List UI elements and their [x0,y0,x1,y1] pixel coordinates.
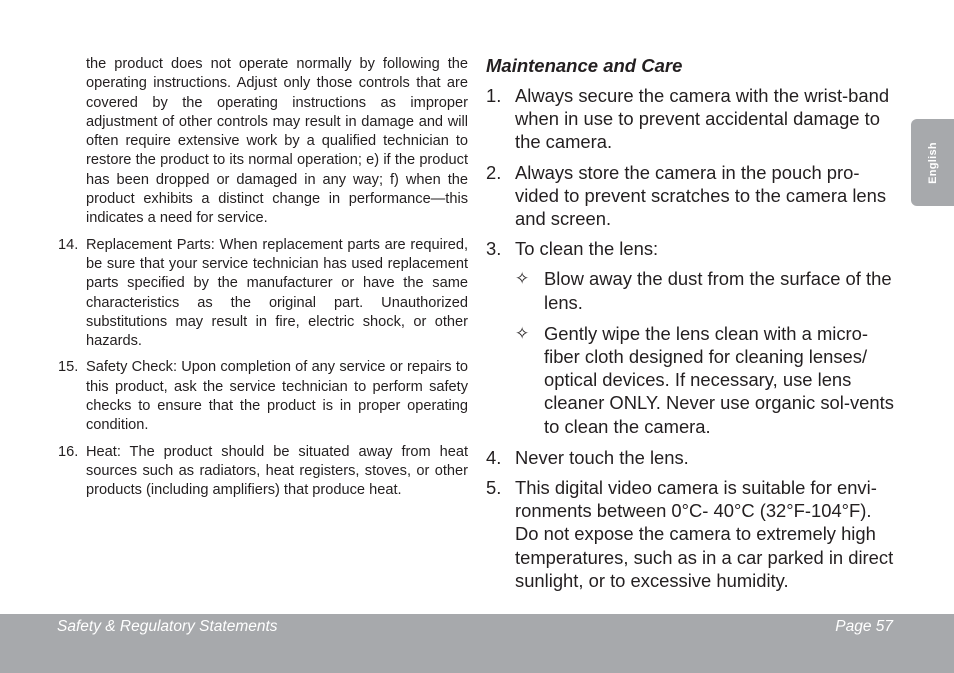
list-number: 14. [58,236,79,253]
right-column [486,54,896,599]
list-number: 15. [58,359,79,376]
list-item [486,446,896,469]
page-number: Page 57 [835,618,893,635]
language-tab [911,119,954,206]
list-item [486,84,896,154]
list-number: 1. [486,85,502,106]
continuation-paragraph: the product does not operate normally by following the operating instructions. Adjust only those controls that are covered by the operating instructions as improper adjustment of other controls may result in damage and will often require extensive work by a qualified technician to restore the product to its normal operation; e) if the product has been dropped or damaged in any way; f) when the product exhibits a distinct change in performance—this indicates a need for service. [86,56,468,227]
list-number: 3. [486,238,502,260]
sparkle-bullet-icon: ✧ [515,269,530,289]
bullet-item [515,322,896,438]
list-item [58,236,468,352]
bullet-text: Blow away the dust from the surface of the lens. [544,268,892,313]
list-number: 5. [486,477,502,499]
list-text: Always store the camera in the pouch pro-vided to prevent scratches to the camera lens and screen. [515,161,887,230]
list-text: To clean the lens: [515,238,659,260]
footer-section-title: Safety & Regulatory Statements [57,618,278,635]
bullet-item [515,267,896,313]
list-number: 16. [58,443,79,460]
list-text: Always secure the camera with the wrist-band when in use to prevent accidental damage to the camera. [515,85,890,153]
list-text: Safety Check: Upon completion of any service or repairs to this product, ask the service technician to perform safety checks to ensure that the product is in proper operating condition. [86,359,468,434]
list-item [58,358,468,435]
bullet-text: Gently wipe the lens clean with a micro-fiber cloth designed for cleaning lenses/ optical devices. If necessary, use lens cleaner ONLY. Never use organic sol-vents to clean the camera. [544,322,894,437]
list-item [486,237,896,260]
page-footer [0,614,954,673]
section-title: Maintenance and Care [486,55,683,76]
list-number: 2. [486,161,502,183]
list-item [58,443,468,501]
list-text: Heat: The product should be situated away from heat sources such as radiators, heat registers, stoves, or other products (including amplifiers) that produce heat. [86,443,468,499]
list-text: This digital video camera is suitable for envi-ronments between 0°C- 40°C (32°F-104°F). Do not expose the camera to extremely high temperatures, such as in a car parked in direct sunlight, or to excessive humidity. [515,477,894,591]
list-number: 4. [486,446,502,468]
sparkle-bullet-icon: ✧ [515,323,530,343]
list-text: Never touch the lens. [515,446,689,468]
list-text: Replacement Parts: When replacement parts are required, be sure that your service technician has used replacement parts specified by the manufacturer or have the same characteristics as the original part. Unauthorized substitutions may result in fire, electric shock, or other hazards. [86,236,468,350]
list-item [486,476,896,592]
left-column [58,55,468,501]
language-tab-label: English [926,141,939,184]
list-item [486,161,896,231]
